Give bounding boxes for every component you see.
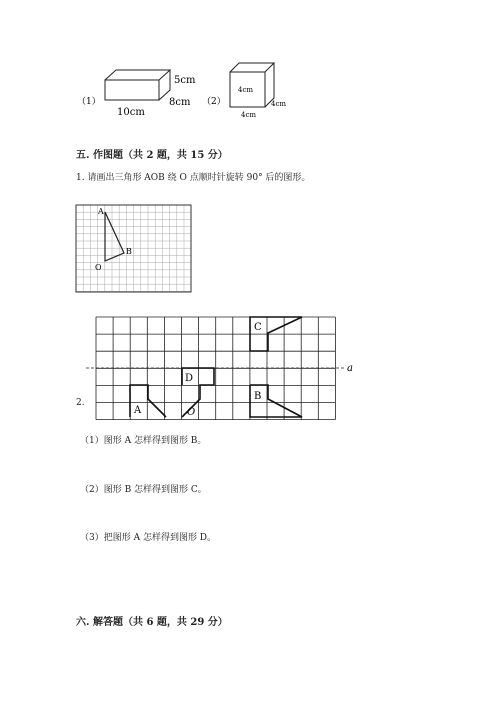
question-1-text: 1. 请画出三角形 AOB 绕 O 点顺时针旋转 90° 后的图形。 (76, 173, 311, 183)
cube-bottom-label: 4cm (241, 111, 257, 119)
question-2-part-3: （3）把图形 A 怎样得到图形 D。 (80, 533, 217, 543)
transformation-grid (84, 313, 364, 425)
cuboid-length-label: 10cm (117, 107, 145, 118)
rotation-grid (74, 203, 194, 295)
question-2-part-2: （2）图形 B 怎样得到图形 C。 (80, 485, 207, 495)
figure-d-label: D (185, 373, 194, 384)
question-2-part-1: （1）图形 A 怎样得到图形 B。 (80, 436, 207, 446)
cuboid (105, 70, 170, 100)
point-a-label: A (98, 207, 104, 216)
cube (230, 63, 274, 107)
point-b-label: B (126, 247, 132, 256)
axis-a-label: a (347, 363, 353, 374)
cuboid-height-label: 5cm (174, 75, 196, 86)
solids-figure (75, 58, 305, 120)
section-6-title: 六. 解答题（共 6 题，共 29 分） (76, 617, 228, 628)
figure-b-label: B (254, 391, 262, 402)
point-o-label: O (95, 263, 102, 272)
figure-1-label: （1） (77, 97, 101, 107)
grid-lines (76, 205, 191, 291)
point-o-label: O (187, 407, 196, 418)
question-2-number: 2. (76, 398, 85, 408)
figure-c-label: C (254, 322, 262, 333)
cube-side-label: 4cm (271, 100, 287, 108)
figure-a-label: A (134, 405, 142, 416)
figure-2-label: （2） (202, 97, 226, 107)
section-5-title: 五. 作图题（共 2 题，共 15 分） (76, 150, 228, 161)
cuboid-depth-label: 8cm (169, 97, 191, 108)
cube-face-label: 4cm (238, 86, 254, 94)
